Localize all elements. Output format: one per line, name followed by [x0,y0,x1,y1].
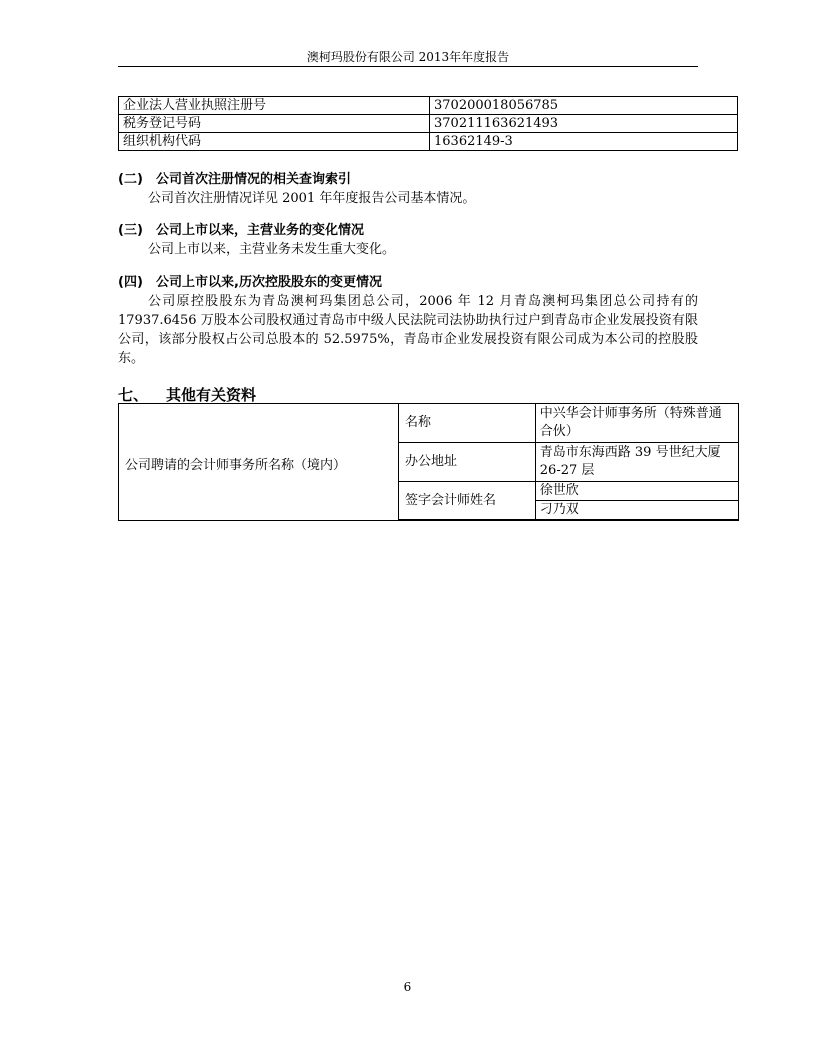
table-row [119,97,738,115]
auditor-detail-table [398,403,739,520]
table-row [119,133,738,151]
signing-accountant-label: 签字会计师姓名 [399,482,536,520]
section-body: 公司首次注册情况详见 2001 年年度报告公司基本情况。 [148,191,476,206]
signing-accountant-2: 刁乃双 [535,501,738,520]
firm-name-label: 名称 [399,404,536,443]
organization-code-value: 16362149-3 [430,133,738,151]
section-heading: (二) 公司首次注册情况的相关查询索引 [118,172,352,187]
section-first-registration [118,171,698,208]
office-address-label: 办公地址 [399,443,536,482]
section-shareholder-changes [118,274,698,368]
section-business-changes [118,222,698,259]
page-number: 6 [403,980,412,994]
table-row [399,443,739,482]
section-body: 公司原控股股东为青岛澳柯玛集团总公司，2006 年 12 月青岛澳柯玛集团总公司持有的 17937.6456 万股本公司股权通过青岛市中级人民法院司法协助执行过户到青岛市企业发展投资有限公司，该部分股权占公司总股本的 52.5975%，青岛市企业发展投资有限公司成为本公司的控股股东。 [118,294,698,366]
table-row [399,404,739,443]
chapter-heading: 七、 其他有关资料 [118,386,257,404]
section-heading: (四) 公司上市以来,历次控股股东的变更情况 [118,275,382,290]
table-row [119,115,738,133]
header-divider [118,66,698,67]
firm-name-value: 中兴华会计师事务所（特殊普通合伙） [535,404,738,443]
registration-table [118,96,738,151]
tax-registration-value: 370211163621493 [430,115,738,133]
section-body: 公司上市以来，主营业务未发生重大变化。 [148,242,396,257]
organization-code-label: 组织机构代码 [119,133,430,151]
table-row [399,482,739,501]
signing-accountant-1: 徐世欣 [535,482,738,501]
report-header: 澳柯玛股份有限公司 2013年年度报告 [306,50,510,64]
tax-registration-label: 税务登记号码 [119,115,430,133]
auditor-firm-label: 公司聘请的会计师事务所名称（境内） [125,458,347,473]
business-license-label: 企业法人营业执照注册号 [119,97,430,115]
business-license-value: 370200018056785 [430,97,738,115]
section-heading: (三) 公司上市以来，主营业务的变化情况 [118,223,365,238]
office-address-value: 青岛市东海西路 39 号世纪大厦 26-27 层 [535,443,738,482]
